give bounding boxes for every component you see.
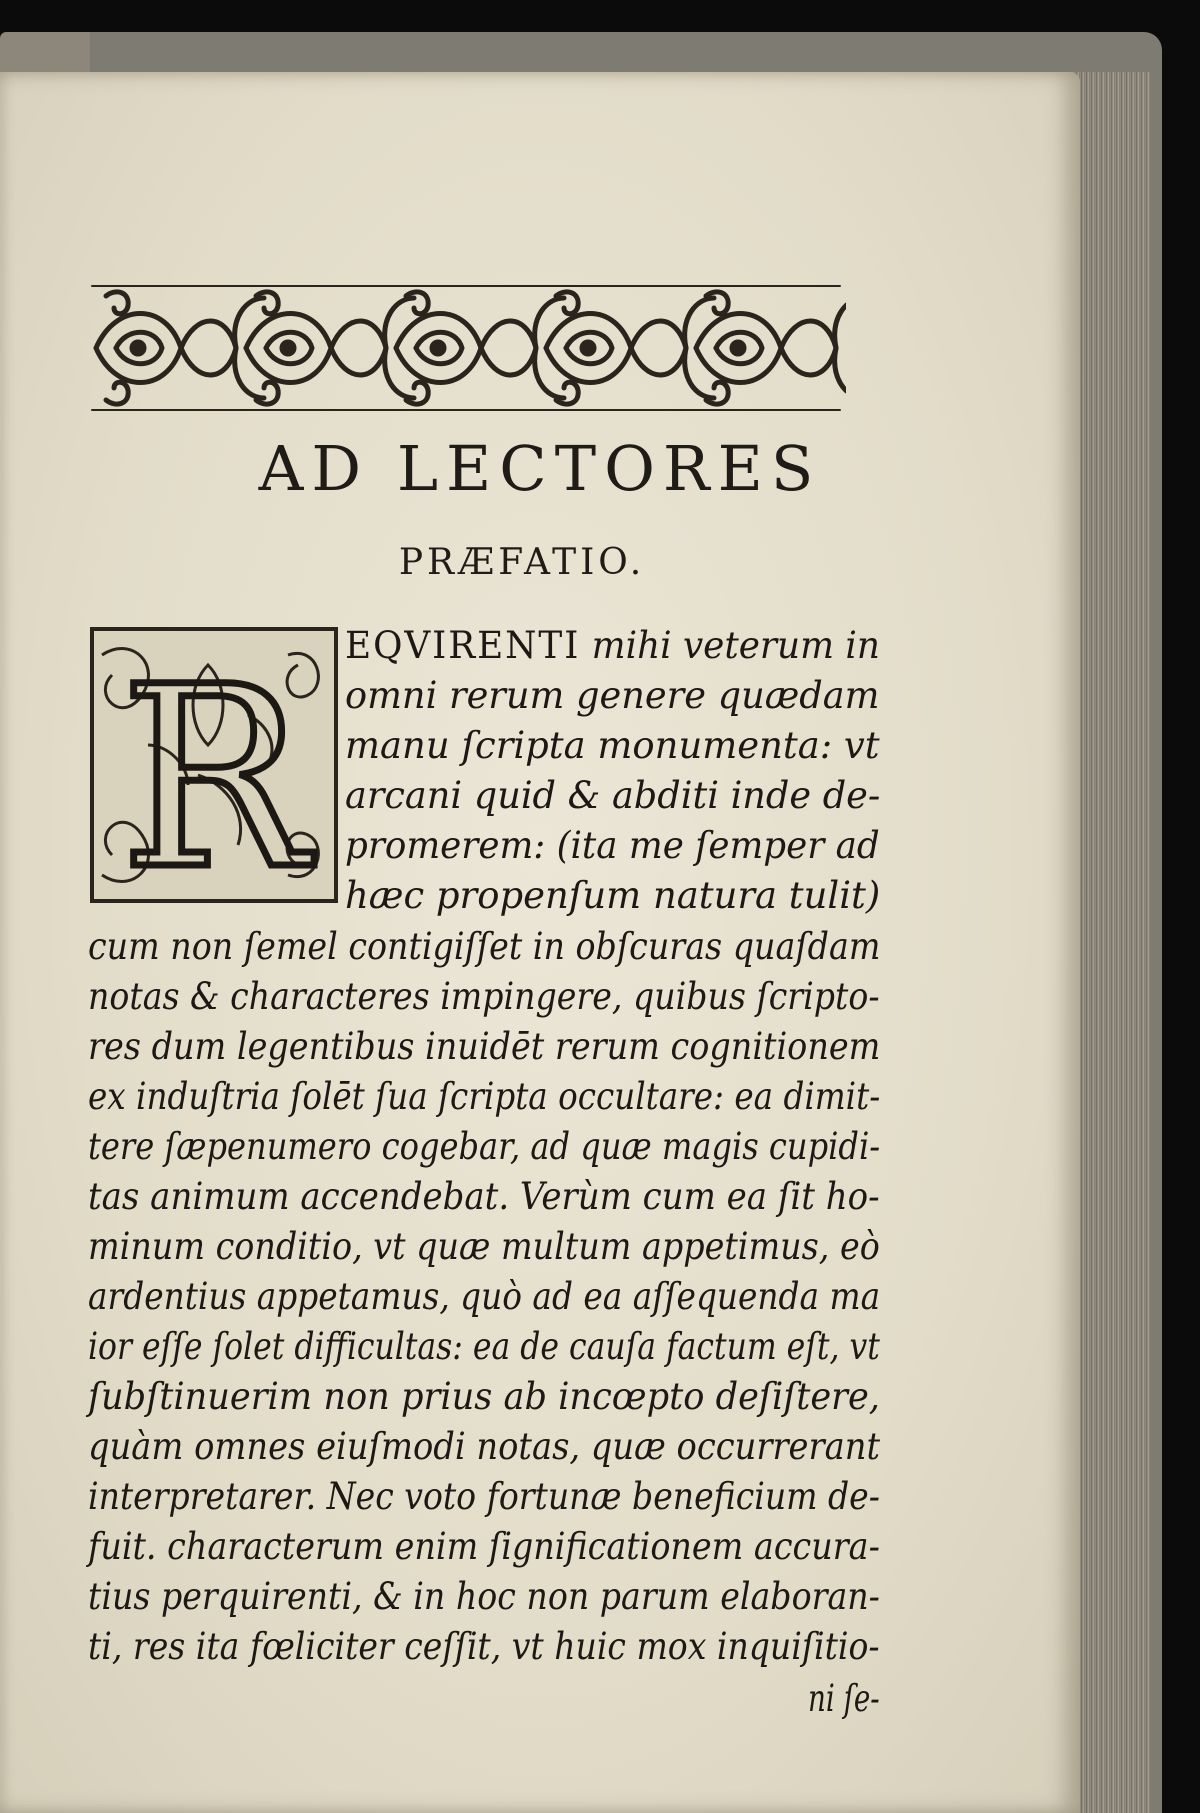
text-line: promerem: (ita me ſemper ad <box>345 824 880 867</box>
ornament-band <box>86 282 846 414</box>
text-line: res dum legentibus inuidēt rerum cognitionem <box>88 1025 881 1068</box>
page-title: AD LECTORES <box>258 432 822 505</box>
decorated-initial <box>88 625 340 905</box>
text-line: ti, res ita fœliciter ceſſit, vt huic mox inquiſitio- <box>88 1625 880 1668</box>
text-line: quàm omnes eiuſmodi notas, quæ occurrerant <box>88 1425 881 1468</box>
catchword: ni ſe- <box>808 1677 880 1720</box>
text-line: cum non ſemel contigiſſet in obſcuras quaſdam <box>88 925 881 968</box>
text-line: ex induſtria ſolēt ſua ſcripta occultare: ea dimit- <box>88 1075 881 1118</box>
first-word: EQVIRENTI <box>345 624 581 667</box>
page-edges <box>1070 72 1150 1813</box>
text-line: notas & characteres impingere, quibus ſcripto- <box>88 975 880 1018</box>
text-line: ior eſſe ſolet difficultas: ea de cauſa factum eſt, vt <box>88 1325 880 1368</box>
text-line: interpretarer. Nec voto fortunæ beneficium de- <box>88 1475 880 1518</box>
book-binding <box>0 32 1162 1813</box>
text-line: tius perquirenti, & in hoc non parum elaboran- <box>88 1575 880 1618</box>
text-line: omni rerum genere quædam <box>345 674 880 717</box>
text-line: ſubſtinuerim non prius ab incœpto deſiſtere, <box>88 1375 880 1418</box>
text-line: ardentius appetamus, quò ad ea aſſequenda ma <box>88 1275 881 1318</box>
text-line: tas animum accendebat. Verùm cum ea ſit ho- <box>88 1175 880 1218</box>
text-line: manu ſcripta monumenta: vt <box>345 724 880 767</box>
text-line: fuit. characterum enim ſignificationem accura- <box>88 1525 880 1568</box>
text-line: arcani quid & abditi inde de- <box>345 774 881 817</box>
text-line: tere ſæpenumero cogebar, ad quæ magis cupidi- <box>88 1125 881 1168</box>
text-line-1 <box>345 624 880 667</box>
initial-letter: R <box>119 633 309 905</box>
first-line-rest: mihi veterum in <box>591 624 880 667</box>
book-page <box>0 72 1080 1813</box>
text-line: hæc propenſum natura tulit) <box>345 874 881 917</box>
text-line: minum conditio, vt quæ multum appetimus, eò <box>88 1225 880 1268</box>
page-subtitle: PRÆFATIO. <box>398 542 646 583</box>
